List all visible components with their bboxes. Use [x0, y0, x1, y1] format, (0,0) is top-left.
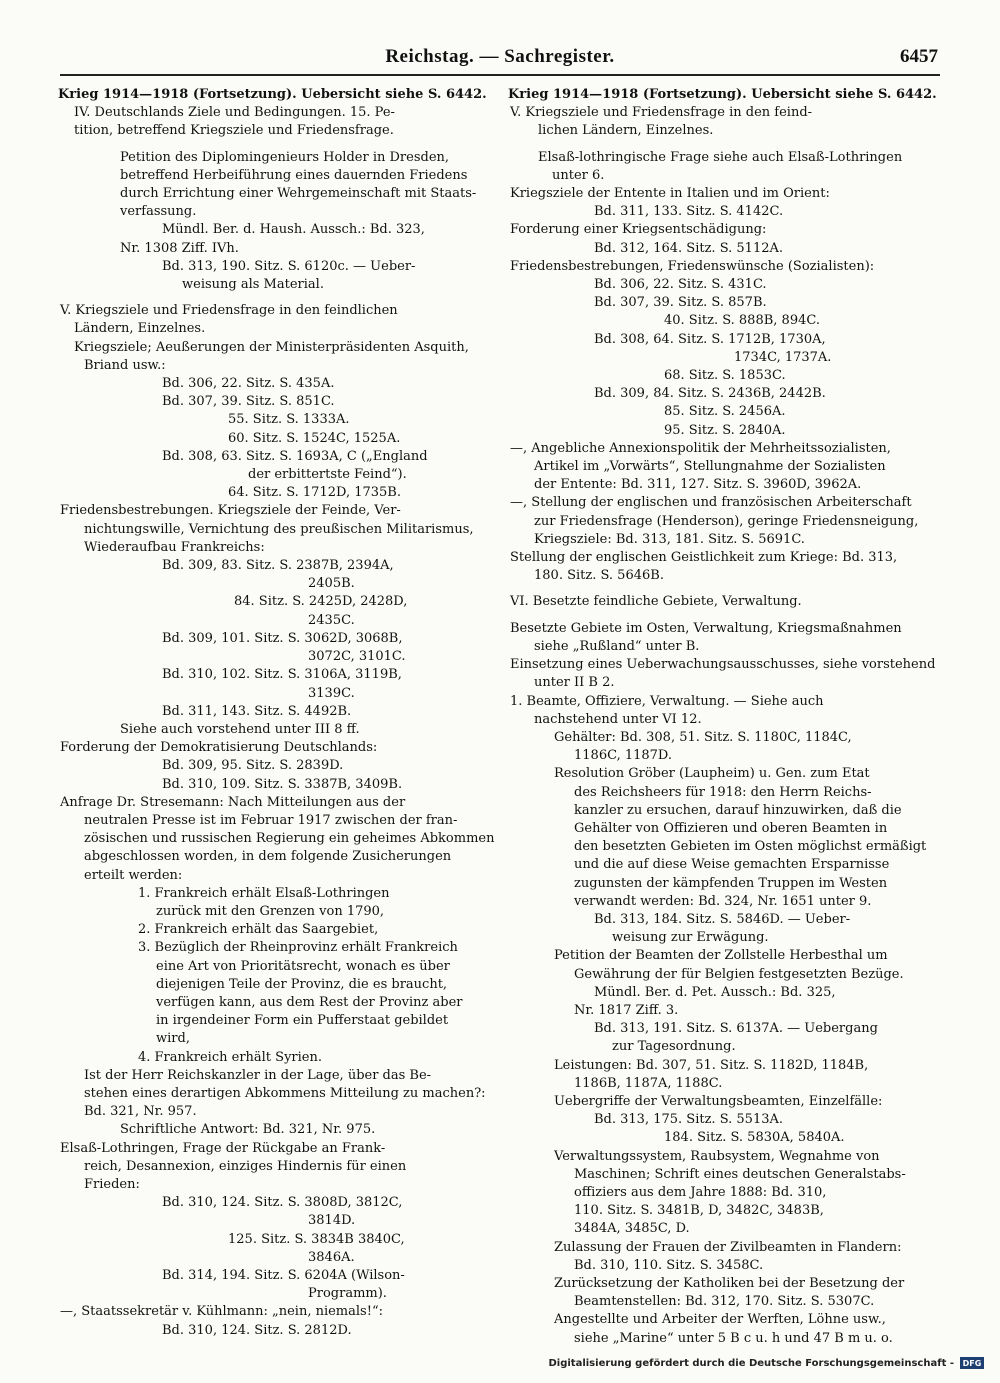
index-line: Siehe auch vorstehend unter III 8 ff. [120, 721, 360, 737]
index-line: zurück mit den Grenzen von 1790, [156, 903, 385, 919]
index-line: Bd. 311, 133. Sitz. S. 4142C. [594, 204, 784, 220]
index-line: den besetzten Gebieten im Osten möglichst ermäßigt [574, 839, 927, 855]
index-line: 60. Sitz. S. 1524C, 1525A. [228, 430, 401, 446]
index-line: Programm). [308, 1286, 387, 1302]
index-line: 2405B. [308, 576, 355, 592]
index-line: und die auf diese Weise gemachten Ersparnisse [574, 857, 890, 873]
index-line: nachstehend unter VI 12. [534, 711, 702, 727]
index-line: nichtungswille, Vernichtung des preußischen Militarismus, [84, 521, 474, 537]
index-line: Verwaltungssystem, Raubsystem, Wegnahme von [554, 1148, 880, 1164]
index-line: verfügen kann, aus dem Rest der Provinz aber [156, 994, 463, 1010]
spacer [58, 294, 483, 302]
right-column [508, 86, 936, 1348]
index-line: 1186B, 1187A, 1188C. [574, 1075, 723, 1091]
index-line: weisung zur Erwägung. [612, 930, 769, 946]
page-number: 6457 [900, 46, 938, 67]
index-line: Kriegsziele; Aeußerungen der Ministerpräsidenten Asquith, [74, 339, 469, 355]
index-line: Krieg 1914—1918 (Fortsetzung). Uebersicht siehe S. 6442. [58, 87, 487, 102]
index-line: Briand usw.: [84, 357, 166, 373]
index-line: VI. Besetzte feindliche Gebiete, Verwaltung. [510, 594, 802, 610]
index-line: Krieg 1914—1918 (Fortsetzung). Uebersicht siehe S. 6442. [508, 87, 937, 102]
index-line: Bd. 321, Nr. 957. [84, 1104, 197, 1120]
index-line: 64. Sitz. S. 1712D, 1735B. [228, 485, 401, 501]
index-line: unter II B 2. [534, 675, 615, 691]
index-line: Friedensbestrebungen. Kriegsziele der Feinde, Ver- [60, 503, 401, 519]
index-line: Beamtenstellen: Bd. 312, 170. Sitz. S. 5307C. [574, 1294, 875, 1310]
index-line: Mündl. Ber. d. Haush. Aussch.: Bd. 323, [162, 222, 425, 238]
index-line: Bd. 306, 22. Sitz. S. 435A. [162, 376, 335, 392]
index-line: in irgendeiner Form ein Pufferstaat gebildet [156, 1013, 449, 1029]
index-line: 3. Bezüglich der Rheinprovinz erhält Frankreich [138, 940, 458, 956]
index-line: Wiederaufbau Frankreichs: [84, 539, 265, 555]
index-line: weisung als Material. [182, 277, 324, 293]
index-line: lichen Ländern, Einzelnes. [538, 123, 714, 139]
index-line: zösischen und russischen Regierung ein geheimes Abkommen [84, 831, 495, 847]
index-line: betreffend Herbeiführung eines dauernden Friedens [120, 167, 468, 183]
index-line: Bd. 310, 102. Sitz. S. 3106A, 3119B, [162, 667, 402, 683]
index-line: Schriftliche Antwort: Bd. 321, Nr. 975. [120, 1122, 376, 1138]
index-line: diejenigen Teile der Provinz, die es braucht, [156, 976, 448, 992]
index-line: Bd. 310, 110. Sitz. S. 3458C. [574, 1257, 764, 1273]
index-line: offiziers aus dem Jahre 1888: Bd. 310, [574, 1184, 827, 1200]
index-line: durch Errichtung einer Wehrgemeinschaft mit Staats- [120, 186, 477, 202]
index-line: Kriegsziele der Entente in Italien und im Orient: [510, 186, 830, 202]
index-line: Stellung der englischen Geistlichkeit zum Kriege: Bd. 313, [510, 550, 898, 566]
index-line: Zurücksetzung der Katholiken bei der Besetzung der [554, 1276, 905, 1291]
index-line: 68. Sitz. S. 1853C. [664, 368, 786, 384]
index-line: verwandt werden: Bd. 324, Nr. 1651 unter 9. [574, 893, 872, 909]
index-line: Bd. 311, 143. Sitz. S. 4492B. [162, 703, 352, 719]
index-line: wird, [156, 1031, 190, 1047]
left-column [58, 86, 495, 1340]
index-line: 84. Sitz. S. 2425D, 2428D, [234, 594, 408, 610]
index-line: zur Tagesordnung. [612, 1039, 736, 1055]
index-line: 3484A, 3485C, D. [574, 1221, 690, 1237]
index-line: —, Staatssekretär v. Kühlmann: „nein, niemals!“: [60, 1304, 383, 1320]
index-line: Bd. 308, 64. Sitz. S. 1712B, 1730A, [594, 331, 826, 347]
index-line: —, Angebliche Annexionspolitik der Mehrheitssozialisten, [510, 440, 891, 456]
index-line: 3814D. [308, 1213, 356, 1229]
index-line: Bd. 308, 63. Sitz. S. 1693A, C („England [162, 448, 428, 464]
index-line: 1. Frankreich erhält Elsaß-Lothringen [138, 885, 390, 901]
index-line: Kriegsziele: Bd. 313, 181. Sitz. S. 5691C. [534, 531, 805, 547]
index-line: der Entente: Bd. 311, 127. Sitz. S. 3960D, 3962A. [534, 477, 862, 493]
index-line: Bd. 307, 39. Sitz. S. 851C. [162, 394, 335, 410]
spacer [508, 141, 936, 149]
index-line: 1734C, 1737A. [734, 349, 832, 365]
index-line: 184. Sitz. S. 5830A, 5840A. [664, 1130, 845, 1146]
index-line: Forderung der Demokratisierung Deutschlands: [60, 740, 378, 756]
index-line: abgeschlossen worden, in dem folgende Zusicherungen [84, 849, 452, 865]
index-line: 85. Sitz. S. 2456A. [664, 404, 786, 420]
index-line: 2. Frankreich erhält das Saargebiet, [138, 922, 379, 938]
footer-text: Digitalisierung gefördert durch die Deutsche Forschungsgemeinschaft - [548, 1357, 954, 1369]
index-line: zugunsten der kämpfenden Truppen im Westen [574, 875, 888, 891]
index-line: Nr. 1817 Ziff. 3. [574, 1002, 679, 1018]
index-line: —, Stellung der englischen und französischen Arbeiterschaft [510, 495, 912, 511]
index-line: verfassung. [120, 204, 197, 220]
index-line: Anfrage Dr. Stresemann: Nach Mitteilungen aus der [60, 794, 406, 810]
index-line: V. Kriegsziele und Friedensfrage in den feindlichen [60, 303, 398, 319]
spacer [508, 612, 936, 620]
index-line: Bd. 309, 101. Sitz. S. 3062D, 3068B, [162, 630, 403, 646]
index-line: Uebergriffe der Verwaltungsbeamten, Einzelfälle: [554, 1093, 883, 1109]
index-line: unter 6. [552, 167, 605, 183]
index-line: siehe „Rußland“ unter B. [534, 638, 700, 654]
index-line: Nr. 1308 Ziff. IVh. [120, 240, 239, 256]
index-line: zur Friedensfrage (Henderson), geringe Friedensneigung, [534, 513, 919, 529]
index-line: Bd. 313, 175. Sitz. S. 5513A. [594, 1112, 784, 1128]
index-line: Bd. 307, 39. Sitz. S. 857B. [594, 295, 767, 311]
index-line: Zulassung der Frauen der Zivilbeamten in Flandern: [554, 1239, 902, 1255]
index-line: Einsetzung eines Ueberwachungsausschusses, siehe vorstehend [510, 657, 936, 673]
index-line: 1186C, 1187D. [574, 748, 673, 764]
index-line: 3139C. [308, 685, 355, 701]
index-line: Bd. 306, 22. Sitz. S. 431C. [594, 277, 767, 293]
index-line: Bd. 314, 194. Sitz. S. 6204A (Wilson- [162, 1268, 405, 1283]
index-line: Maschinen; Schrift eines deutschen Generalstabs- [574, 1166, 906, 1182]
index-line: Gehälter: Bd. 308, 51. Sitz. S. 1180C, 1184C, [554, 729, 852, 745]
index-line: Elsaß-Lothringen, Frage der Rückgabe an Frank- [60, 1140, 386, 1156]
index-line: Artikel im „Vorwärts“, Stellungnahme der Sozialisten [534, 459, 886, 475]
index-line: 2435C. [308, 612, 355, 628]
index-line: 3846A. [308, 1249, 355, 1265]
index-line: Bd. 313, 190. Sitz. S. 6120c. — Ueber- [162, 258, 416, 274]
index-line: Gehälter von Offizieren und oberen Beamten in [574, 820, 888, 836]
header-title: Reichstag. — Sachregister. [385, 46, 615, 67]
index-line: 180. Sitz. S. 5646B. [534, 568, 664, 584]
index-line: Bd. 313, 184. Sitz. S. 5846D. — Ueber- [594, 911, 851, 927]
index-line: Petition der Beamten der Zollstelle Herbesthal um [554, 948, 888, 964]
index-line: 4. Frankreich erhält Syrien. [138, 1049, 322, 1065]
digitization-footer [548, 1357, 984, 1369]
index-line: stehen eines derartigen Abkommens Mitteilung zu machen?: [84, 1085, 486, 1101]
index-line: Frieden: [84, 1176, 140, 1192]
index-line: Ist der Herr Reichskanzler in der Lage, über das Be- [84, 1067, 432, 1083]
index-line: Bd. 310, 124. Sitz. S. 3808D, 3812C, [162, 1195, 403, 1211]
index-line: V. Kriegsziele und Friedensfrage in den feind- [510, 105, 813, 121]
spacer [508, 585, 936, 593]
index-line: Gewährung der für Belgien festgesetzten Bezüge. [574, 966, 904, 982]
running-header [60, 44, 940, 76]
index-line: 110. Sitz. S. 3481B, D, 3482C, 3483B, [574, 1203, 824, 1219]
index-line: Ländern, Einzelnes. [74, 321, 206, 337]
index-line: Bd. 309, 95. Sitz. S. 2839D. [162, 758, 344, 774]
index-line: Forderung einer Kriegsentschädigung: [510, 222, 767, 238]
index-line: kanzler zu ersuchen, darauf hinzuwirken, daß die [574, 802, 902, 818]
index-line: reich, Desannexion, einziges Hindernis für einen [84, 1158, 407, 1174]
index-line: siehe „Marine“ unter 5 B c u. h und 47 B m u. o. [574, 1330, 893, 1346]
index-line: Resolution Gröber (Laupheim) u. Gen. zum Etat [554, 766, 870, 782]
index-line: Besetzte Gebiete im Osten, Verwaltung, Kriegsmaßnahmen [510, 620, 902, 636]
index-line: Angestellte und Arbeiter der Werften, Löhne usw., [554, 1312, 886, 1328]
index-line: 40. Sitz. S. 888B, 894C. [664, 313, 820, 329]
index-line: 125. Sitz. S. 3834B 3840C, [228, 1231, 405, 1247]
index-line: Leistungen: Bd. 307, 51. Sitz. S. 1182D, 1184B, [554, 1057, 869, 1073]
index-line: Bd. 313, 191. Sitz. S. 6137A. — Uebergang [594, 1021, 878, 1037]
spacer [58, 141, 483, 149]
index-line: des Reichsheers für 1918: den Herrn Reichs- [574, 784, 872, 800]
index-line: 3072C, 3101C. [308, 649, 406, 665]
dfg-logo: DFG [960, 1357, 984, 1369]
index-line: neutralen Presse ist im Februar 1917 zwischen der fran- [84, 812, 458, 828]
index-line: eine Art von Prioritätsrecht, wonach es über [156, 958, 450, 974]
index-line: Friedensbestrebungen, Friedenswünsche (Sozialisten): [510, 258, 875, 274]
index-line: 1. Beamte, Offiziere, Verwaltung. — Siehe auch [510, 693, 824, 709]
index-line: Mündl. Ber. d. Pet. Aussch.: Bd. 325, [594, 984, 836, 1000]
index-line: 95. Sitz. S. 2840A. [664, 422, 786, 438]
index-line: 55. Sitz. S. 1333A. [228, 412, 350, 428]
index-line: Bd. 309, 83. Sitz. S. 2387B, 2394A, [162, 558, 394, 574]
index-line: der erbittertste Feind“). [248, 467, 407, 483]
index-line: Bd. 312, 164. Sitz. S. 5112A. [594, 240, 784, 256]
index-line: Bd. 310, 109. Sitz. S. 3387B, 3409B. [162, 776, 403, 792]
index-line: Bd. 309, 84. Sitz. S. 2436B, 2442B. [594, 386, 826, 402]
index-line: Petition des Diplomingenieurs Holder in Dresden, [120, 149, 450, 165]
index-line: erteilt werden: [84, 867, 183, 883]
index-line: Bd. 310, 124. Sitz. S. 2812D. [162, 1322, 352, 1338]
index-line: tition, betreffend Kriegsziele und Friedensfrage. [74, 123, 394, 139]
index-line: IV. Deutschlands Ziele und Bedingungen. 15. Pe- [74, 105, 395, 121]
index-line: Elsaß-lothringische Frage siehe auch Elsaß-Lothringen [538, 149, 903, 165]
